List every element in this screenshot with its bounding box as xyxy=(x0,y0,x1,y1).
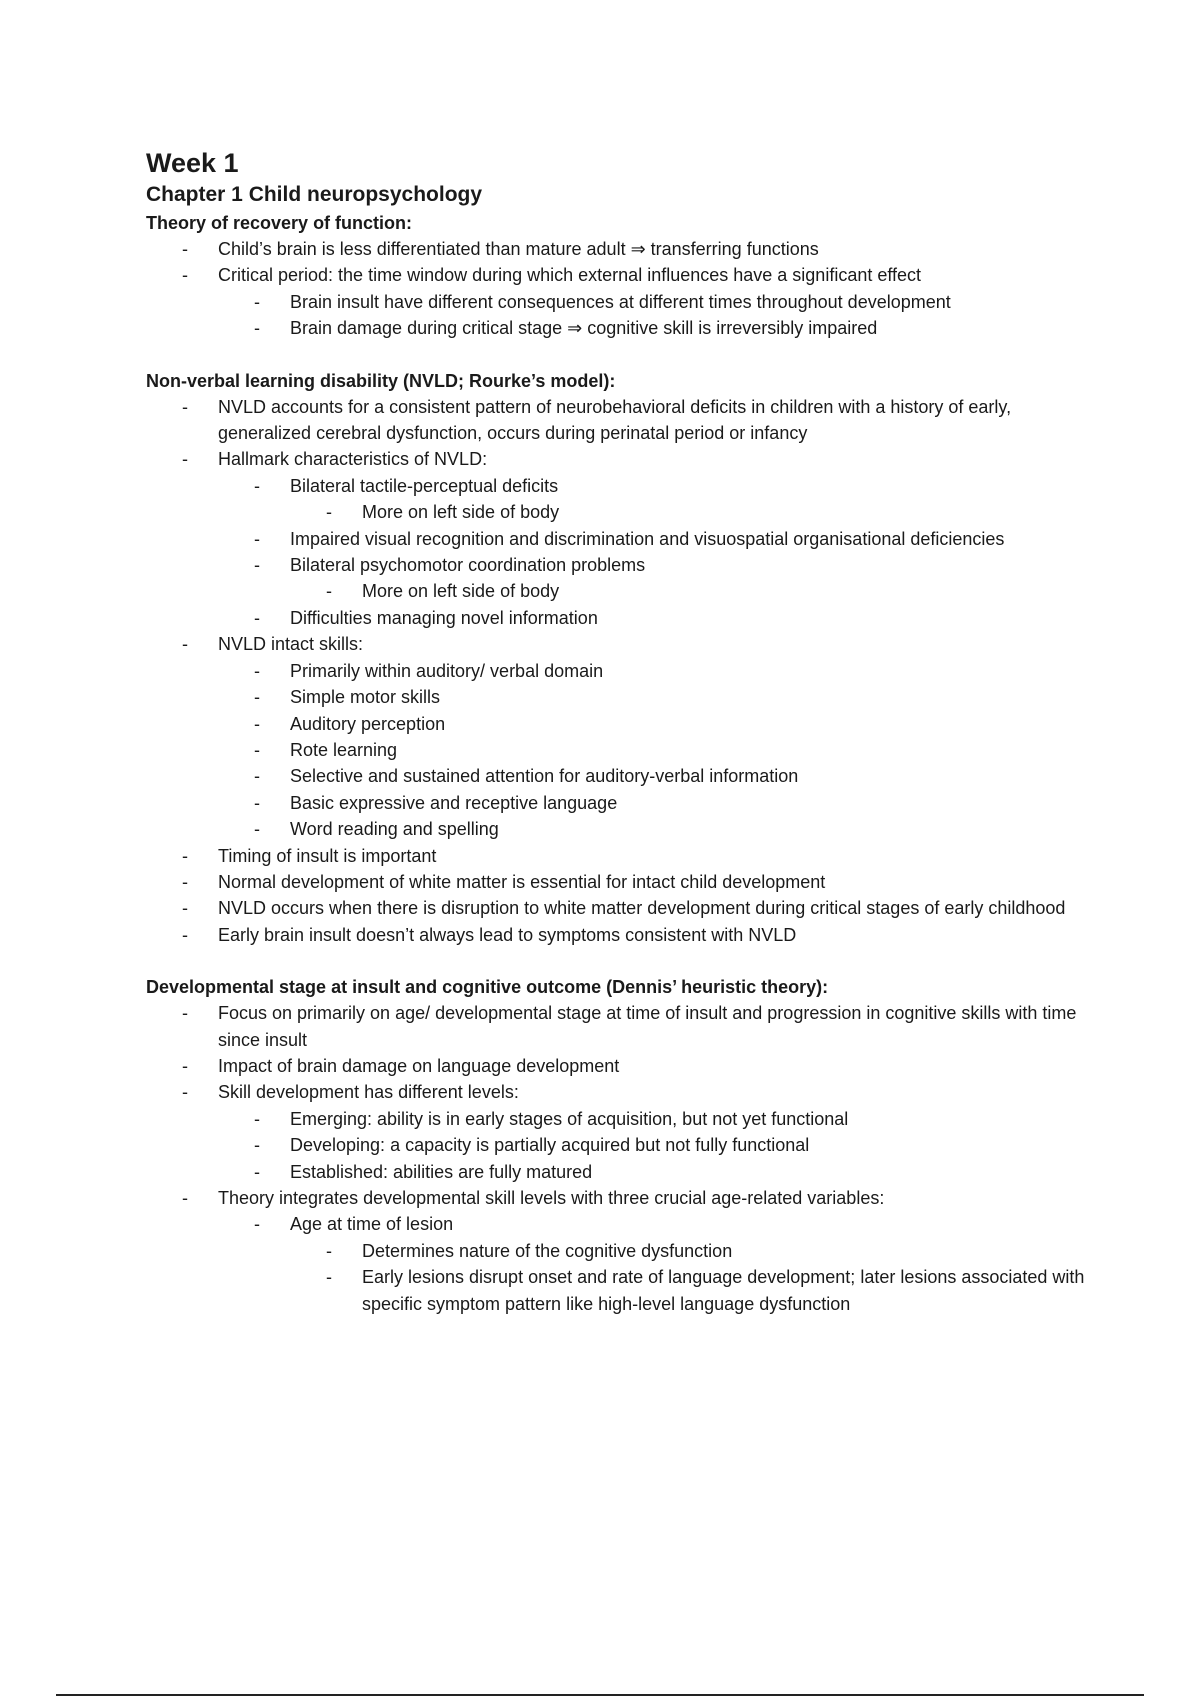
list-item xyxy=(290,289,1106,315)
list-item xyxy=(218,1000,1106,1053)
bullet-list-level-2 xyxy=(218,1211,1106,1317)
list-item-text: Early lesions disrupt onset and rate of language development; later lesions associated with specific symptom pattern like high-level language dysfunction xyxy=(362,1267,1085,1314)
list-item xyxy=(218,236,1106,262)
list-item-text: Word reading and spelling xyxy=(290,819,499,840)
list-item-text: Bilateral psychomotor coordination problems xyxy=(290,555,646,576)
list-item-text: Skill development has different levels: xyxy=(218,1082,519,1103)
list-item-text: Theory integrates developmental skill levels with three crucial age-related variables: xyxy=(218,1188,885,1208)
section xyxy=(146,974,1106,1317)
list-item xyxy=(362,1238,1106,1264)
list-item xyxy=(218,869,1106,895)
list-item-text: Basic expressive and receptive language xyxy=(290,792,618,813)
list-item xyxy=(290,658,1106,684)
list-item-text: Brain damage during critical stage ⇒ cognitive skill is irreversibly impaired xyxy=(290,318,878,339)
list-item xyxy=(290,315,1106,341)
week-title: Week 1 xyxy=(146,148,239,178)
section-spacer xyxy=(146,948,1106,974)
list-item-text: Developing: a capacity is partially acquired but not fully functional xyxy=(290,1135,810,1156)
list-item-text: Primarily within auditory/ verbal domain xyxy=(290,660,604,681)
list-item-text: Difficulties managing novel information xyxy=(290,607,598,628)
bullet-list-level-2 xyxy=(218,1106,1106,1185)
list-item xyxy=(290,1106,1106,1132)
list-item-text: Hallmark characteristics of NVLD: xyxy=(218,449,488,470)
list-item xyxy=(290,711,1106,737)
list-item-text: Determines nature of the cognitive dysfunction xyxy=(362,1240,733,1261)
list-item-text: Critical period: the time window during which external influences have a significant effect xyxy=(218,265,922,286)
list-item-text: Normal development of white matter is essential for intact child development xyxy=(218,871,826,892)
bullet-list-level-2 xyxy=(218,658,1106,843)
section-heading: Theory of recovery of function: xyxy=(146,213,413,233)
list-item xyxy=(290,684,1106,710)
bullet-list-level-1 xyxy=(146,394,1106,949)
section-heading: Developmental stage at insult and cognitive outcome (Dennis’ heuristic theory): xyxy=(146,977,829,998)
list-item-text: Simple motor skills xyxy=(290,687,441,708)
list-item xyxy=(218,1185,1106,1317)
list-item-text: Focus on primarily on age/ developmental stage at time of insult and progression in cognitive skills with time since insult xyxy=(218,1003,1077,1050)
bullet-list-level-3 xyxy=(290,499,1106,525)
section xyxy=(146,210,1106,342)
list-item xyxy=(290,605,1106,631)
document-page xyxy=(146,146,1106,1317)
list-item-text: Emerging: ability is in early stages of acquisition, but not yet functional xyxy=(290,1108,849,1129)
list-item xyxy=(290,737,1106,763)
list-item xyxy=(218,895,1106,921)
list-item-text: Child’s brain is less differentiated than mature adult ⇒ transferring functions xyxy=(218,239,819,259)
list-item-text: Rote learning xyxy=(290,739,398,760)
list-item-text: NVLD occurs when there is disruption to white matter development during critical stages of early childhood xyxy=(218,898,1066,919)
list-item-text: Early brain insult doesn’t always lead to symptoms consistent with NVLD xyxy=(218,924,797,945)
list-item-text: Auditory perception xyxy=(290,713,446,734)
list-item xyxy=(218,843,1106,869)
bullet-list-level-2 xyxy=(218,289,1106,342)
list-item-text: Age at time of lesion xyxy=(290,1214,454,1235)
list-item xyxy=(362,499,1106,525)
list-item xyxy=(218,262,1106,341)
chapter-title: Chapter 1 Child neuropsychology xyxy=(146,183,483,206)
list-item xyxy=(362,578,1106,604)
list-item xyxy=(218,631,1106,842)
list-item xyxy=(218,1079,1106,1185)
list-item-text: Impact of brain damage on language development xyxy=(218,1055,620,1076)
list-item-text: NVLD accounts for a consistent pattern of neurobehavioral deficits in children with a history of early, generalized cerebral dysfunction, occurs during perinatal period or infancy xyxy=(218,396,1012,444)
list-item-text: Selective and sustained attention for auditory-verbal information xyxy=(290,766,799,787)
list-item-text: Bilateral tactile-perceptual deficits xyxy=(290,475,559,496)
list-item xyxy=(290,526,1106,552)
section-spacer xyxy=(146,342,1106,368)
section-heading: Non-verbal learning disability (NVLD; Rourke’s model): xyxy=(146,370,616,391)
list-item xyxy=(290,1132,1106,1158)
list-item-text: Established: abilities are fully matured xyxy=(290,1161,593,1182)
list-item xyxy=(290,1159,1106,1185)
section xyxy=(146,368,1106,949)
list-item xyxy=(290,1211,1106,1317)
list-item xyxy=(290,816,1106,842)
list-item xyxy=(362,1264,1106,1317)
bullet-list-level-1 xyxy=(146,1000,1106,1317)
list-item xyxy=(290,790,1106,816)
list-item xyxy=(290,473,1106,526)
bullet-list-level-1 xyxy=(146,236,1106,342)
bullet-list-level-3 xyxy=(290,1238,1106,1317)
list-item-text: NVLD intact skills: xyxy=(218,634,364,655)
list-item xyxy=(218,922,1106,948)
list-item-text: More on left side of body xyxy=(362,581,560,602)
list-item-text: Timing of insult is important xyxy=(218,845,437,866)
bullet-list-level-2 xyxy=(218,473,1106,631)
bullet-list-level-3 xyxy=(290,578,1106,604)
list-item xyxy=(290,552,1106,605)
list-item xyxy=(218,446,1106,631)
list-item-text: Impaired visual recognition and discrimination and visuospatial organisational deficiencies xyxy=(290,528,1005,549)
list-item xyxy=(218,1053,1106,1079)
notes-body xyxy=(146,210,1106,1317)
list-item-text: Brain insult have different consequences at different times throughout development xyxy=(290,291,951,312)
list-item xyxy=(290,763,1106,789)
list-item-text: More on left side of body xyxy=(362,502,560,523)
list-item xyxy=(218,394,1106,447)
page-divider xyxy=(56,1694,1144,1696)
